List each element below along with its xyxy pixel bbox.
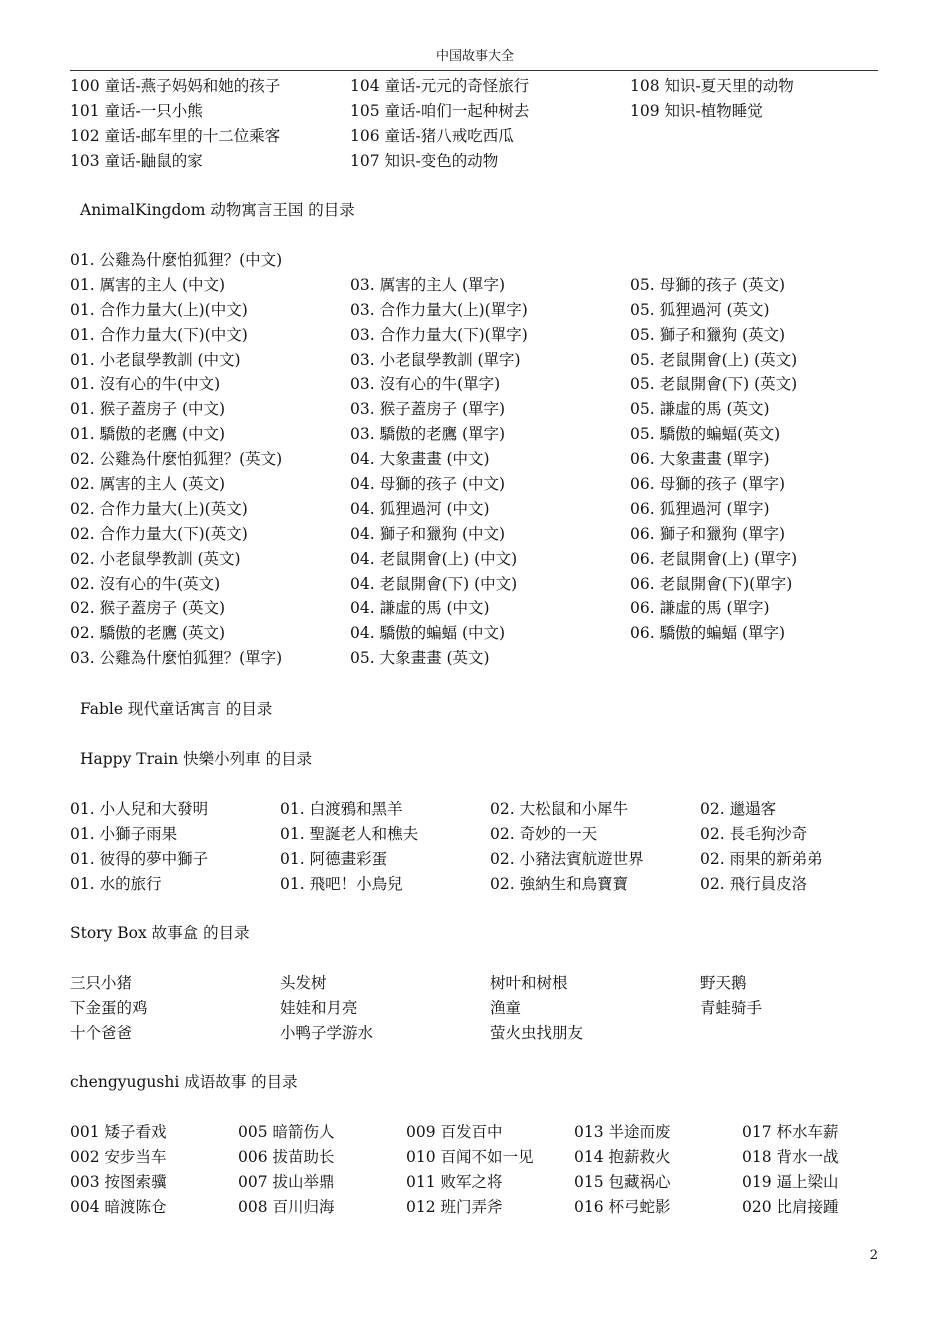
list-item[interactable]: 04. 獅子和獵狗 (中文) — [350, 524, 506, 543]
list-item[interactable]: 04. 驕傲的蝙蝠 (中文) — [350, 624, 506, 643]
list-row — [70, 1120, 878, 1145]
list-item[interactable]: 02. 強納生和鳥寶寶 — [490, 874, 629, 893]
list-item[interactable]: 野天鹅 — [700, 974, 747, 992]
list-item[interactable]: 020 比肩接踵 — [742, 1197, 839, 1216]
list-item[interactable]: 02. 奇妙的一天 — [490, 824, 598, 843]
happy-train-list — [70, 797, 878, 897]
list-item[interactable]: 019 逼上梁山 — [742, 1172, 839, 1191]
list-row — [70, 596, 878, 621]
list-row — [70, 547, 878, 572]
list-item[interactable]: 小鸭子学游水 — [280, 1023, 374, 1042]
list-item[interactable]: 02. 合作力量大(上)(英文) — [70, 499, 248, 518]
list-row — [70, 847, 878, 872]
page-header-title: 中国故事大全 — [435, 49, 514, 64]
list-item[interactable]: 01. 厲害的主人 (中文) — [70, 275, 226, 294]
list-row — [70, 1170, 878, 1195]
list-row — [70, 149, 878, 174]
list-item[interactable]: 娃娃和月亮 — [280, 998, 358, 1017]
list-item[interactable]: 02. 邋遢客 — [700, 800, 777, 818]
list-row — [70, 273, 878, 298]
list-item[interactable]: 02. 小豬法賓航遊世界 — [490, 849, 644, 868]
list-item[interactable]: 103 童话-鼬鼠的家 — [70, 151, 203, 170]
list-row — [70, 1145, 878, 1170]
list-item[interactable]: 青蛙骑手 — [700, 998, 763, 1017]
list-item[interactable]: 下金蛋的鸡 — [70, 998, 148, 1017]
section-heading-story-box: Story Box 故事盒 的目录 — [70, 924, 250, 942]
list-item[interactable]: 01. 合作力量大(下)(中文) — [70, 325, 248, 344]
list-item[interactable] — [630, 646, 878, 671]
list-row — [70, 447, 878, 472]
list-item[interactable]: 05. 謙虛的馬 (英文) — [630, 400, 770, 419]
list-item[interactable]: 01. 阿德畫彩蛋 — [280, 849, 388, 868]
list-item[interactable]: 01. 驕傲的老鷹 (中文) — [70, 425, 226, 444]
list-item[interactable] — [630, 149, 878, 174]
list-row — [70, 996, 878, 1021]
list-item[interactable]: 008 百川归海 — [238, 1197, 335, 1216]
list-item[interactable]: 109 知识-植物睡觉 — [630, 101, 763, 120]
list-item[interactable]: 02. 沒有心的牛(英文) — [70, 574, 221, 593]
list-item[interactable]: 05. 母獅的孩子 (英文) — [630, 275, 786, 294]
list-row — [70, 323, 878, 348]
list-item[interactable]: 03. 沒有心的牛(單字) — [350, 375, 501, 394]
list-row — [70, 124, 878, 149]
list-row — [70, 422, 878, 447]
list-item[interactable]: 01. 水的旅行 — [70, 874, 162, 893]
list-item[interactable]: 102 童话-邮车里的十二位乘客 — [70, 126, 281, 145]
list-row — [70, 572, 878, 597]
list-row — [70, 872, 878, 897]
list-row — [70, 646, 878, 671]
list-item[interactable]: 01. 猴子蓋房子 (中文) — [70, 400, 226, 419]
list-row — [70, 1195, 878, 1220]
list-item[interactable]: 01. 小人兒和大發明 — [70, 800, 209, 818]
list-item[interactable]: 016 杯弓蛇影 — [574, 1197, 671, 1216]
list-item[interactable]: 06. 謙虛的馬 (單字) — [630, 599, 770, 618]
section-heading-fable: Fable 现代童话寓言 的目录 — [80, 700, 273, 718]
list-item[interactable]: 05. 老鼠開會(下) (英文) — [630, 375, 798, 394]
list-row — [70, 74, 878, 99]
list-item[interactable] — [700, 1021, 878, 1046]
list-item[interactable]: 014 抱薪救火 — [574, 1147, 671, 1166]
list-item[interactable]: 001 矮子看戏 — [70, 1123, 167, 1141]
list-item[interactable]: 06. 老鼠開會(下)(單字) — [630, 574, 793, 593]
list-item[interactable]: 头发树 — [280, 974, 327, 992]
list-item[interactable] — [630, 124, 878, 149]
list-item[interactable]: 012 班门弄斧 — [406, 1197, 503, 1216]
list-item[interactable]: 02. 雨果的新弟弟 — [700, 849, 823, 868]
list-item[interactable]: 01. 小獅子雨果 — [70, 824, 178, 843]
list-item[interactable]: 105 童话-咱们一起种树去 — [350, 101, 530, 120]
list-row — [70, 99, 878, 124]
list-row — [70, 497, 878, 522]
list-item[interactable]: 01. 小老鼠學教訓 (中文) — [70, 350, 241, 369]
list-item[interactable]: 02. 長毛狗沙奇 — [700, 824, 808, 843]
list-item[interactable]: 02. 猴子蓋房子 (英文) — [70, 599, 226, 618]
list-row — [70, 348, 878, 373]
list-item[interactable]: 01. 合作力量大(上)(中文) — [70, 300, 248, 319]
list-item[interactable]: 02. 飛行員皮洛 — [700, 874, 808, 893]
list-item[interactable]: 01. 沒有心的牛(中文) — [70, 375, 221, 394]
list-item[interactable]: 06. 大象畫畫 (單字) — [630, 450, 770, 469]
list-item[interactable]: 006 拔苗助长 — [238, 1147, 335, 1166]
list-item[interactable]: 107 知识-变色的动物 — [350, 151, 499, 170]
list-row — [70, 971, 878, 996]
header-divider — [70, 70, 878, 71]
story-box-list — [70, 971, 878, 1046]
list-row — [70, 822, 878, 847]
section-heading-chengyu: chengyugushi 成语故事 的目录 — [70, 1073, 298, 1091]
list-row — [70, 472, 878, 497]
list-item[interactable]: 104 童话-元元的奇怪旅行 — [350, 77, 530, 95]
list-row — [70, 522, 878, 547]
list-item[interactable]: 002 安步当车 — [70, 1147, 167, 1166]
list-item[interactable]: 017 杯水车薪 — [742, 1123, 839, 1141]
intro-list — [70, 74, 878, 174]
list-item[interactable]: 03. 猴子蓋房子 (單字) — [350, 400, 506, 419]
list-row — [70, 298, 878, 323]
list-item[interactable]: 009 百发百中 — [406, 1123, 503, 1141]
list-item[interactable]: 05. 老鼠開會(上) (英文) — [630, 350, 798, 369]
list-item[interactable]: 04. 老鼠開會(上) (中文) — [350, 549, 518, 568]
list-item[interactable]: 101 童话-一只小熊 — [70, 101, 203, 120]
list-item[interactable]: 03. 厲害的主人 (單字) — [350, 275, 506, 294]
list-item[interactable]: 01. 飛吧！小鳥兒 — [280, 874, 403, 893]
list-item[interactable]: 100 童话-燕子妈妈和她的孩子 — [70, 77, 281, 95]
list-item[interactable]: 06. 老鼠開會(上) (單字) — [630, 549, 798, 568]
list-item[interactable]: 03. 公雞為什麼怕狐狸？(單字) — [70, 649, 283, 668]
list-item[interactable]: 渔童 — [490, 998, 522, 1017]
list-item[interactable]: 106 童话-猪八戒吃西瓜 — [350, 126, 514, 145]
list-item[interactable]: 三只小猪 — [70, 974, 133, 992]
list-row — [70, 397, 878, 422]
list-item[interactable]: 04. 老鼠開會(下) (中文) — [350, 574, 518, 593]
section-heading-animal-kingdom: AnimalKingdom 动物寓言王国 的目录 — [80, 201, 355, 219]
list-item[interactable]: 01. 公雞為什麼怕狐狸？(中文) — [70, 251, 283, 269]
section-heading-happy-train: Happy Train 快樂小列車 的目录 — [80, 750, 313, 768]
list-row — [70, 797, 878, 822]
list-item[interactable]: 007 拔山举鼎 — [238, 1172, 335, 1191]
list-item[interactable]: 01. 白渡鴉和黑羊 — [280, 800, 403, 818]
list-item[interactable]: 010 百闻不如一见 — [406, 1147, 534, 1166]
list-item[interactable]: 05. 大象畫畫 (英文) — [350, 649, 490, 668]
animal-kingdom-list — [70, 248, 878, 671]
list-item[interactable]: 04. 狐狸過河 (中文) — [350, 499, 490, 518]
list-item[interactable]: 02. 大松鼠和小犀牛 — [490, 800, 629, 818]
list-row — [70, 248, 878, 273]
list-item[interactable]: 108 知识-夏天里的动物 — [630, 77, 794, 95]
list-item[interactable]: 005 暗箭伤人 — [238, 1123, 335, 1141]
list-item[interactable]: 018 背水一战 — [742, 1147, 839, 1166]
list-item[interactable]: 萤火虫找朋友 — [490, 1023, 584, 1042]
list-item[interactable]: 03. 合作力量大(下)(單字) — [350, 325, 528, 344]
list-item[interactable]: 02. 驕傲的老鷹 (英文) — [70, 624, 226, 643]
list-item[interactable]: 004 暗渡陈仓 — [70, 1197, 167, 1216]
list-row — [70, 1021, 878, 1046]
list-item[interactable]: 02. 厲害的主人 (英文) — [70, 475, 226, 494]
list-item[interactable]: 06. 母獅的孩子 (單字) — [630, 475, 786, 494]
list-item[interactable]: 013 半途而废 — [574, 1123, 671, 1141]
list-item[interactable]: 01. 聖誕老人和樵夫 — [280, 824, 419, 843]
list-item[interactable]: 015 包藏祸心 — [574, 1172, 671, 1191]
list-item[interactable]: 02. 公雞為什麼怕狐狸？(英文) — [70, 450, 283, 469]
list-item[interactable]: 04. 母獅的孩子 (中文) — [350, 475, 506, 494]
list-item[interactable]: 02. 小老鼠學教訓 (英文) — [70, 549, 241, 568]
list-item[interactable]: 02. 合作力量大(下)(英文) — [70, 524, 248, 543]
list-item[interactable]: 树叶和树根 — [490, 974, 568, 992]
list-item[interactable]: 03. 合作力量大(上)(單字) — [350, 300, 528, 319]
list-item[interactable]: 05. 驕傲的蝙蝠(英文) — [630, 425, 781, 444]
list-item[interactable]: 06. 獅子和獵狗 (單字) — [630, 524, 786, 543]
list-item[interactable]: 06. 狐狸過河 (單字) — [630, 499, 770, 518]
list-row — [70, 372, 878, 397]
list-item[interactable]: 十个爸爸 — [70, 1023, 133, 1042]
list-item[interactable]: 05. 狐狸過河 (英文) — [630, 300, 770, 319]
list-item[interactable]: 06. 驕傲的蝙蝠 (單字) — [630, 624, 786, 643]
list-item[interactable]: 003 按图索骥 — [70, 1172, 167, 1191]
list-item[interactable]: 011 败军之将 — [406, 1172, 503, 1191]
page-number: 2 — [869, 1248, 878, 1263]
list-item[interactable]: 04. 謙虛的馬 (中文) — [350, 599, 490, 618]
list-item[interactable]: 05. 獅子和獵狗 (英文) — [630, 325, 786, 344]
list-row — [70, 621, 878, 646]
list-item[interactable]: 01. 彼得的夢中獅子 — [70, 849, 209, 868]
chengyu-list — [70, 1120, 878, 1220]
list-item[interactable]: 04. 大象畫畫 (中文) — [350, 450, 490, 469]
list-item[interactable]: 03. 驕傲的老鷹 (單字) — [350, 425, 506, 444]
list-item[interactable]: 03. 小老鼠學教訓 (單字) — [350, 350, 521, 369]
